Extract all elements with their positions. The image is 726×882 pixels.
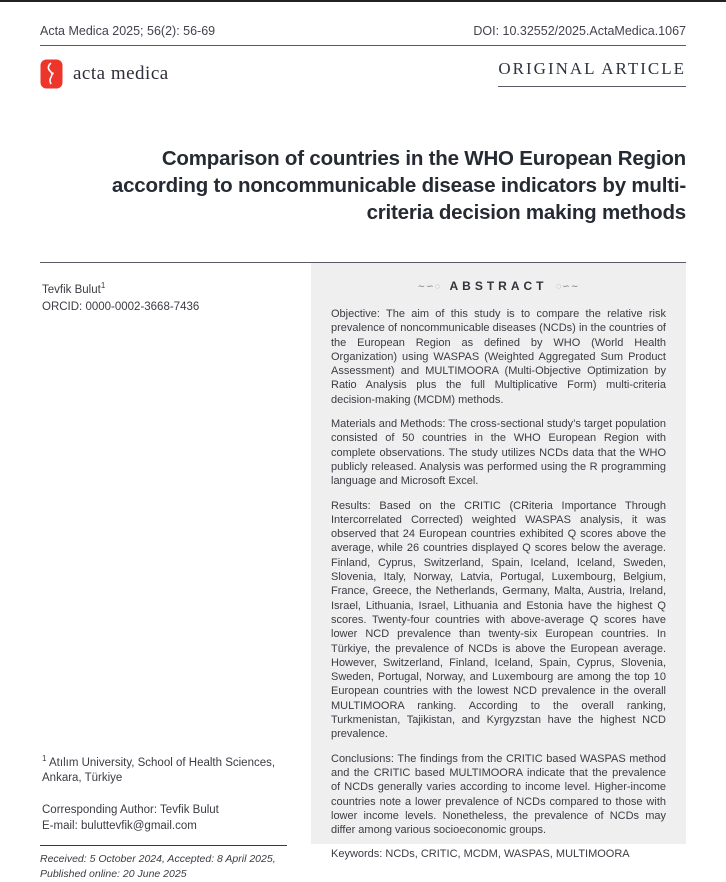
received-divider <box>40 845 287 846</box>
received-line-2: Published online: 20 June 2025 <box>40 868 187 880</box>
author-block <box>42 277 287 316</box>
abstract-results: Results: Based on the CRITIC (CRiteria Importance Through Intercorrelated Corrected) weighted WASPAS analysis, it was observed that 24 European countries exhibited Q scores above the average, while 26 countries displayed Q scores below the average. Finland, Cyprus, Switzerland, Spain, Iceland, Iceland, Sweden, Slovenia, Italy, Norway, Latvia, Portugal, Luxembourg, Belgium, France, Greece, the Netherlands, Germany, Malta, Austria, Ireland, Israel, Lithuania, Israel, Lithuania and Estonia have the highest Q scores. Twenty-four countries with above-average Q scores have lower NCD prevalence than twenty-six European countries. In Türkiye, the prevalence of NCDs is above the European average. However, Switzerland, Finland, Iceland, Spain, Cyprus, Slovenia, Sweden, Portugal, Norway, and Luxembourg are among the top 10 European countries with the lowest NCD prevalence in the overall MULTIMOORA ranking. According to the overall ranking, Turkmenistan, Tajikistan, and Kyrgyzstan have the highest NCD prevalence. <box>331 499 666 741</box>
brand-row <box>40 59 686 105</box>
abstract-objective: Objective: The aim of this study is to compare the relative risk prevalence of noncommunicable diseases (NCDs) in the countries of the European Region as defined by WHO (World Health Organization) using WASPAS (Weighted Aggregated Sum Product Assessment) and MULTIMOORA (Multi-Objective Optimization by Ratio Analysis plus the full Multiplicative Form) multi-criteria decision-making (MCDM) methods. <box>331 308 666 406</box>
abstract-title: ABSTRACT <box>449 279 548 293</box>
acta-medica-seal-icon <box>40 59 63 89</box>
journal-reference: Acta Medica 2025; 56(2): 56-69 <box>40 24 216 38</box>
affiliation-superscript: 1 <box>42 754 47 764</box>
author-orcid: ORCID: 0000-0002-3668-7436 <box>42 300 200 313</box>
author-details-block <box>42 751 287 834</box>
received-block <box>40 845 311 882</box>
author-name <box>42 277 287 299</box>
masthead-reference-row <box>40 20 686 38</box>
abstract-panel <box>311 263 686 861</box>
received-line-1: Received: 5 October 2024, Accepted: 8 April 2025, <box>40 853 276 865</box>
article-title: Comparison of countries in the WHO European Region according to noncommunicable disease indicators by multi-criteria decision making methods <box>111 147 686 224</box>
corresponding-email: E-mail: buluttevfik@gmail.com <box>42 820 197 832</box>
corresponding-author: Corresponding Author: Tevfik Bulut <box>42 804 219 816</box>
affiliation <box>42 751 287 786</box>
abstract-heading <box>331 277 666 295</box>
abstract-ornament-left-icon: ∼∽◌ <box>417 281 442 291</box>
received-dates <box>40 852 287 882</box>
abstract-keywords: Keywords: NCDs, CRITIC, MCDM, WASPAS, MULTIMOORA <box>331 848 630 861</box>
abstract-ornament-right-icon: ◌∽∼ <box>555 281 580 291</box>
author-name-superscript: 1 <box>100 281 106 290</box>
author-column <box>40 263 311 844</box>
journal-name: acta medica <box>73 63 169 84</box>
article-type-label: ORIGINAL ARTICLE <box>498 59 686 87</box>
abstract-conclusions: Conclusions: The findings from the CRITIC based WASPAS method and the CRITIC based MULTIMOORA indicate that the prevalence of NCDs generally varies according to income level. Higher-income countries note a lower prevalence of NCDs compared to those with lower income levels. Nonetheless, the prevalence of NCDs may differ among various socioeconomic groups. <box>331 752 666 837</box>
affiliation-text: Atılım University, School of Health Sciences, Ankara, Türkiye <box>42 757 276 784</box>
abstract-materials-methods: Materials and Methods: The cross-sectional study’s target population consisted of 50 countries in the WHO European Region with complete observations. The study utilizes NCDs data that the WHO publicly released. Analysis was performed using the R programming language and Microsoft Excel. <box>331 418 666 488</box>
doi-text: DOI: 10.32552/2025.ActaMedica.1067 <box>473 24 686 38</box>
author-name-text: Tevfik Bulut <box>42 283 101 296</box>
corresponding-block <box>42 802 287 834</box>
header-divider <box>40 45 686 46</box>
journal-brand <box>40 59 169 89</box>
